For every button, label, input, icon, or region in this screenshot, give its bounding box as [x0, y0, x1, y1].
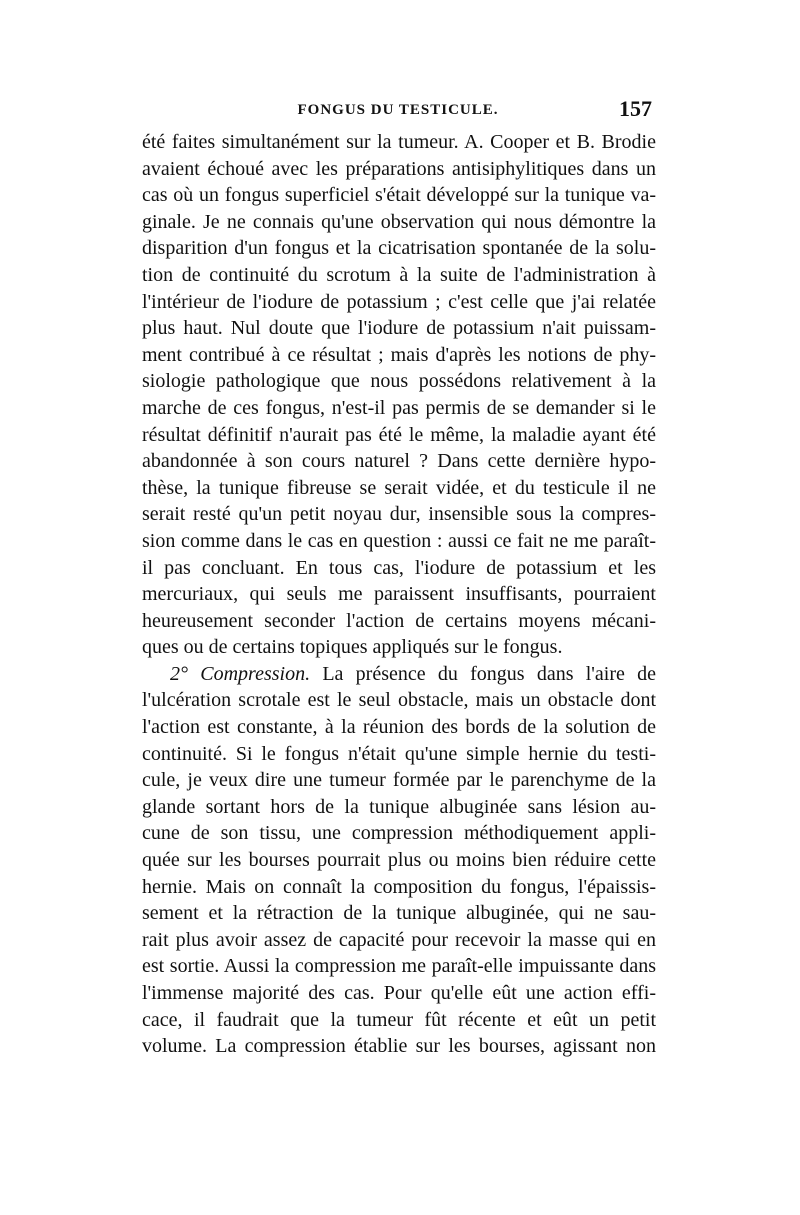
text-line: avaient échoué avec les préparations antisiphylitiques dans un — [142, 157, 656, 180]
text-line: résultat définitif n'aurait pas été le même, la maladie ayant été — [142, 423, 656, 446]
text-line: quée sur les bourses pourrait plus ou moins bien réduire cette — [142, 849, 656, 872]
running-title: FONGUS DU TESTICULE. — [297, 102, 499, 118]
text-line: l'immense majorité des cas. Pour qu'elle eût une action effi- — [142, 982, 656, 1004]
page-number: 157 — [619, 96, 652, 121]
section-heading: 2° Compression. — [170, 662, 311, 685]
text-line: rait plus avoir assez de capacité pour recevoir la masse qui en — [142, 928, 656, 951]
text-line: sion comme dans le cas en question : aussi ce fait ne me paraît- — [142, 529, 656, 552]
text-line: marche de ces fongus, n'est-il pas permis de se demander si le — [142, 396, 656, 419]
text-line: ques ou de certains topiques appliqués sur le fongus. — [142, 636, 563, 659]
text-line: sement et la rétraction de la tunique albuginée, qui ne sau- — [142, 902, 656, 925]
text-line: disparition d'un fongus et la cicatrisation spontanée de la solu- — [142, 237, 656, 260]
text-line: plus haut. Nul doute que l'iodure de potassium n'ait puissam- — [142, 317, 656, 340]
text-line: cune de son tissu, une compression méthodiquement appli- — [142, 822, 656, 845]
text-line: siologie pathologique que nous possédons relativement à la — [142, 370, 656, 393]
text-line: cace, il faudrait que la tumeur fût récente et eût un petit — [142, 1008, 656, 1031]
text-line: continuité. Si le fongus n'était qu'une simple hernie du testi- — [142, 742, 656, 765]
text-line: tion de continuité du scrotum à la suite de l'administration à — [142, 263, 656, 286]
text-line: abandonnée à son cours naturel ? Dans cette dernière hypo- — [142, 450, 656, 473]
text-line: heureusement seconder l'action de certains moyens mécani- — [142, 609, 656, 632]
text-line: cas où un fongus superficiel s'était développé sur la tunique va- — [142, 184, 656, 207]
text-line: serait resté qu'un petit noyau dur, insensible sous la compres- — [142, 503, 656, 526]
text-line: l'intérieur de l'iodure de potassium ; c'est celle que j'ai relatée — [142, 290, 656, 313]
text-line: hernie. Mais on connaît la composition du fongus, l'épaissis- — [142, 875, 656, 898]
text-line: ginale. Je ne connais qu'une observation qui nous démontre la — [142, 210, 656, 233]
text-line: ment contribué à ce résultat ; mais d'après les notions de phy- — [142, 343, 656, 366]
text-line: l'ulcération scrotale est le seul obstacle, mais un obstacle dont — [142, 689, 656, 712]
text-line: glande sortant hors de la tunique albuginée sans lésion au- — [142, 795, 656, 818]
text-line: cule, je veux dire une tumeur formée par le parenchyme de la — [142, 769, 656, 792]
text-line: thèse, la tunique fibreuse se serait vidée, et du testicule il ne — [142, 476, 656, 499]
running-header — [140, 96, 656, 130]
text-line: l'action est constante, à la réunion des bords de la solution de — [142, 716, 656, 739]
text-line: volume. La compression établie sur les bourses, agissant non — [142, 1035, 656, 1058]
section-first-line — [142, 661, 656, 688]
section-first-line-text: La présence du fongus dans l'aire de — [310, 662, 656, 685]
text-line: mercuriaux, qui seuls me paraissent insuffisants, pourraient — [142, 583, 656, 606]
text-line: est sortie. Aussi la compression me paraît-elle impuissante dans — [142, 955, 656, 978]
text-line: été faites simultanément sur la tumeur. A. Cooper et B. Brodie — [142, 131, 656, 153]
text-line: il pas concluant. En tous cas, l'iodure de potassium et les — [142, 556, 656, 579]
body-text — [142, 129, 656, 1060]
